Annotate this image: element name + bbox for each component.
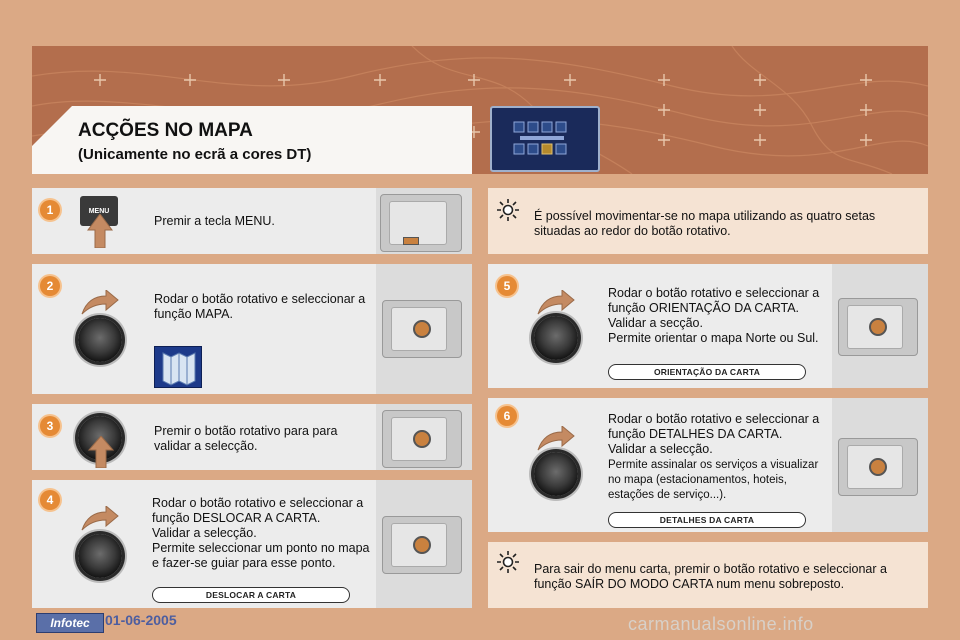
radio-illustration [382, 516, 462, 574]
page-title: ACÇÕES NO MAPA [78, 120, 253, 141]
tip-1-text: É possível movimentar-se no mapa utilizando as quatro setas situadas ao redor do botão rotativo. [534, 209, 876, 238]
deslocar-carta-pill: DESLOCAR A CARTA [152, 587, 350, 603]
step-6-text: Rodar o botão rotativo e seleccionar a função DETALHES DA CARTA. Validar a selecção. [608, 412, 820, 456]
watermark: carmanualsonline.info [628, 614, 814, 634]
rotary-knob [534, 316, 578, 360]
radio-illustration [382, 300, 462, 358]
step-3-number: 3 [40, 416, 60, 436]
step-2-number: 2 [40, 276, 60, 296]
step-3-text: Premir o botão rotativo para para validar a selecção. [154, 424, 338, 453]
map-function-icon [154, 346, 202, 388]
rotate-arrow-icon [536, 290, 576, 316]
page-subtitle: (Unicamente no ecrã a cores DT) [78, 146, 312, 163]
step-6-number: 6 [497, 406, 517, 426]
step-5-number: 5 [497, 276, 517, 296]
detalhes-carta-pill: DETALHES DA CARTA [608, 512, 806, 528]
lightbulb-icon [496, 550, 520, 574]
rotary-knob [78, 318, 122, 362]
radio-illustration [382, 410, 462, 468]
rotary-knob [78, 534, 122, 578]
rotate-arrow-icon [80, 506, 120, 532]
lightbulb-icon [496, 198, 520, 222]
step-1-text: Premir a tecla MENU. [154, 214, 275, 228]
rotate-arrow-icon [536, 426, 576, 452]
step-5-text: Rodar o botão rotativo e seleccionar a função ORIENTAÇÃO DA CARTA. Validar a secção. Permite orientar o mapa Norte ou Sul. [608, 286, 820, 345]
infotec-logo: Infotec [36, 613, 104, 633]
menu-key-illustration: MENU [80, 196, 118, 226]
step-1-number: 1 [40, 200, 60, 220]
radio-illustration [380, 194, 462, 252]
rotate-arrow-icon [80, 290, 120, 316]
rotary-knob [534, 452, 578, 496]
step-4-text: Rodar o botão rotativo e seleccionar a função DESLOCAR A CARTA. Validar a selecção. Permite seleccionar um ponto no mapa e fazer-se guiar para esse ponto. [152, 496, 370, 570]
orientacao-carta-pill: ORIENTAÇÃO DA CARTA [608, 364, 806, 380]
press-arrow-icon [86, 214, 114, 248]
tip-2-text: Para sair do menu carta, premir o botão rotativo e seleccionar a função SAÍR DO MODO CARTA num menu sobreposto. [534, 562, 887, 591]
footer-date: 01-06-2005 [105, 612, 177, 628]
step-4-number: 4 [40, 490, 60, 510]
step-6-text-detail: Permite assinalar os serviços a visualizar no mapa (estacionamentos, hoteis, estações de serviço...). [608, 459, 819, 501]
radio-illustration [838, 298, 918, 356]
press-arrow-icon [88, 436, 114, 468]
display-screen-illustration [490, 106, 600, 172]
radio-illustration [838, 438, 918, 496]
step-2-text: Rodar o botão rotativo e seleccionar a função MAPA. [154, 292, 366, 321]
